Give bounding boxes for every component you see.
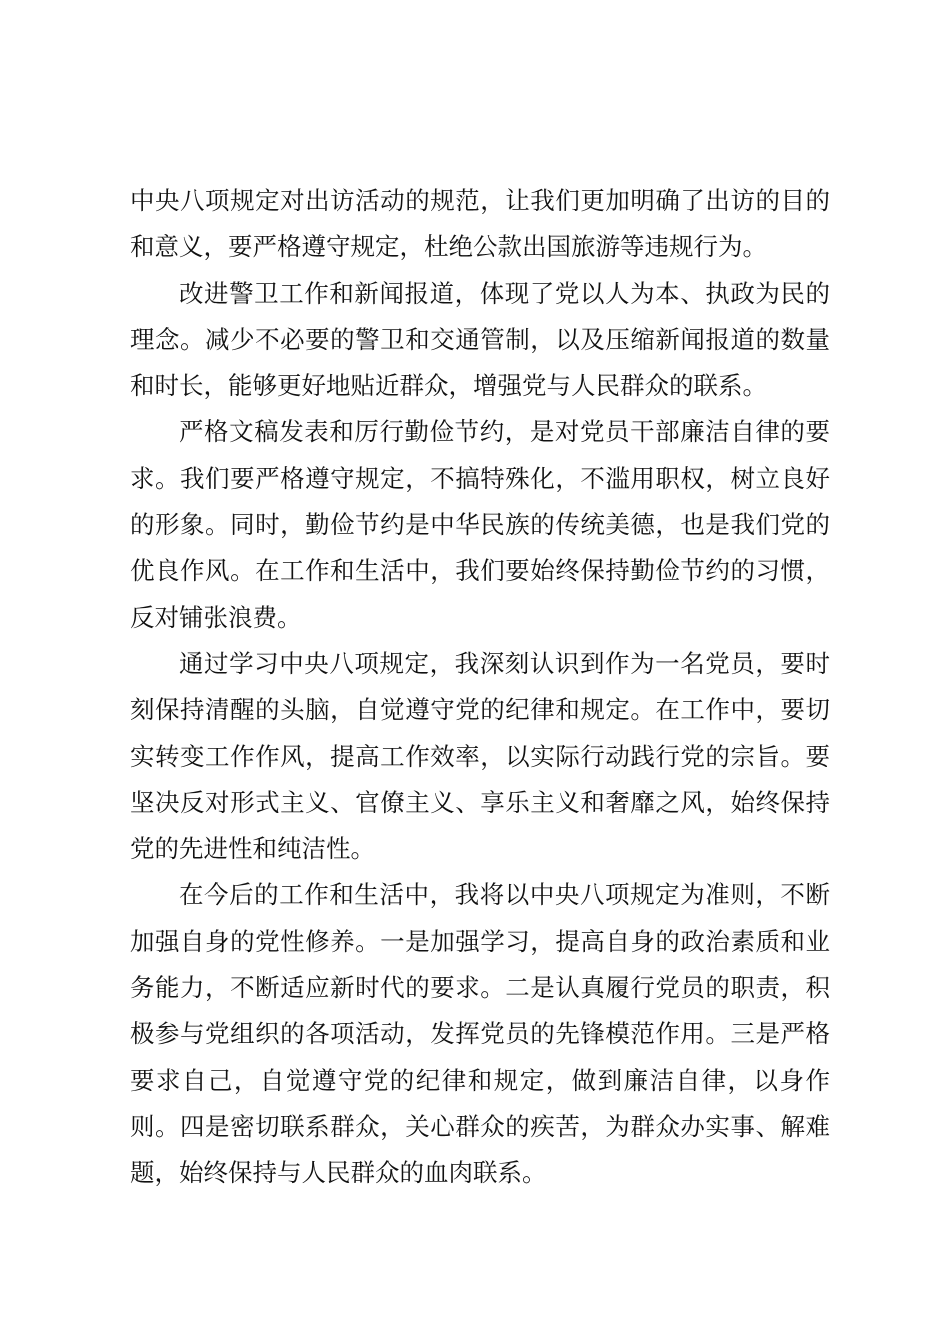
paragraph-5: 在今后的工作和生活中，我将以中央八项规定为准则，不断加强自身的党性修养。一是加强学习，提高自身的政治素质和业务能力，不断适应新时代的要求。二是认真履行党员的职责，积极参与党组织的各项活动，发挥党员的先锋模范作用。三是严格要求自己，自觉遵守党的纪律和规定，做到廉洁自律，以身作则。四是密切联系群众，关心群众的疾苦，为群众办实事、解难题，始终保持与人民群众的血肉联系。 [130, 880, 830, 1188]
paragraph-3: 严格文稿发表和厉行勤俭节约，是对党员干部廉洁自律的要求。我们要严格遵守规定，不搞特殊化，不滥用职权，树立良好的形象。同时，勤俭节约是中华民族的传统美德，也是我们党的优良作风。在工作和生活中，我们要始终保持勤俭节约的习惯，反对铺张浪费。 [130, 417, 830, 632]
document-body [130, 178, 830, 1197]
paragraph-4: 通过学习中央八项规定，我深刻认识到作为一名党员，要时刻保持清醒的头脑，自觉遵守党的纪律和规定。在工作中，要切实转变工作作风，提高工作效率，以实际行动践行党的宗旨。要坚决反对形式主义、官僚主义、享乐主义和奢靡之风，始终保持党的先进性和纯洁性。 [130, 648, 830, 864]
paragraph-2: 改进警卫工作和新闻报道，体现了党以人为本、执政为民的理念。减少不必要的警卫和交通管制，以及压缩新闻报道的数量和时长，能够更好地贴近群众，增强党与人民群众的联系。 [130, 278, 830, 401]
paragraph-1: 中央八项规定对出访活动的规范，让我们更加明确了出访的目的和意义，要严格遵守规定，杜绝公款出国旅游等违规行为。 [130, 186, 830, 262]
